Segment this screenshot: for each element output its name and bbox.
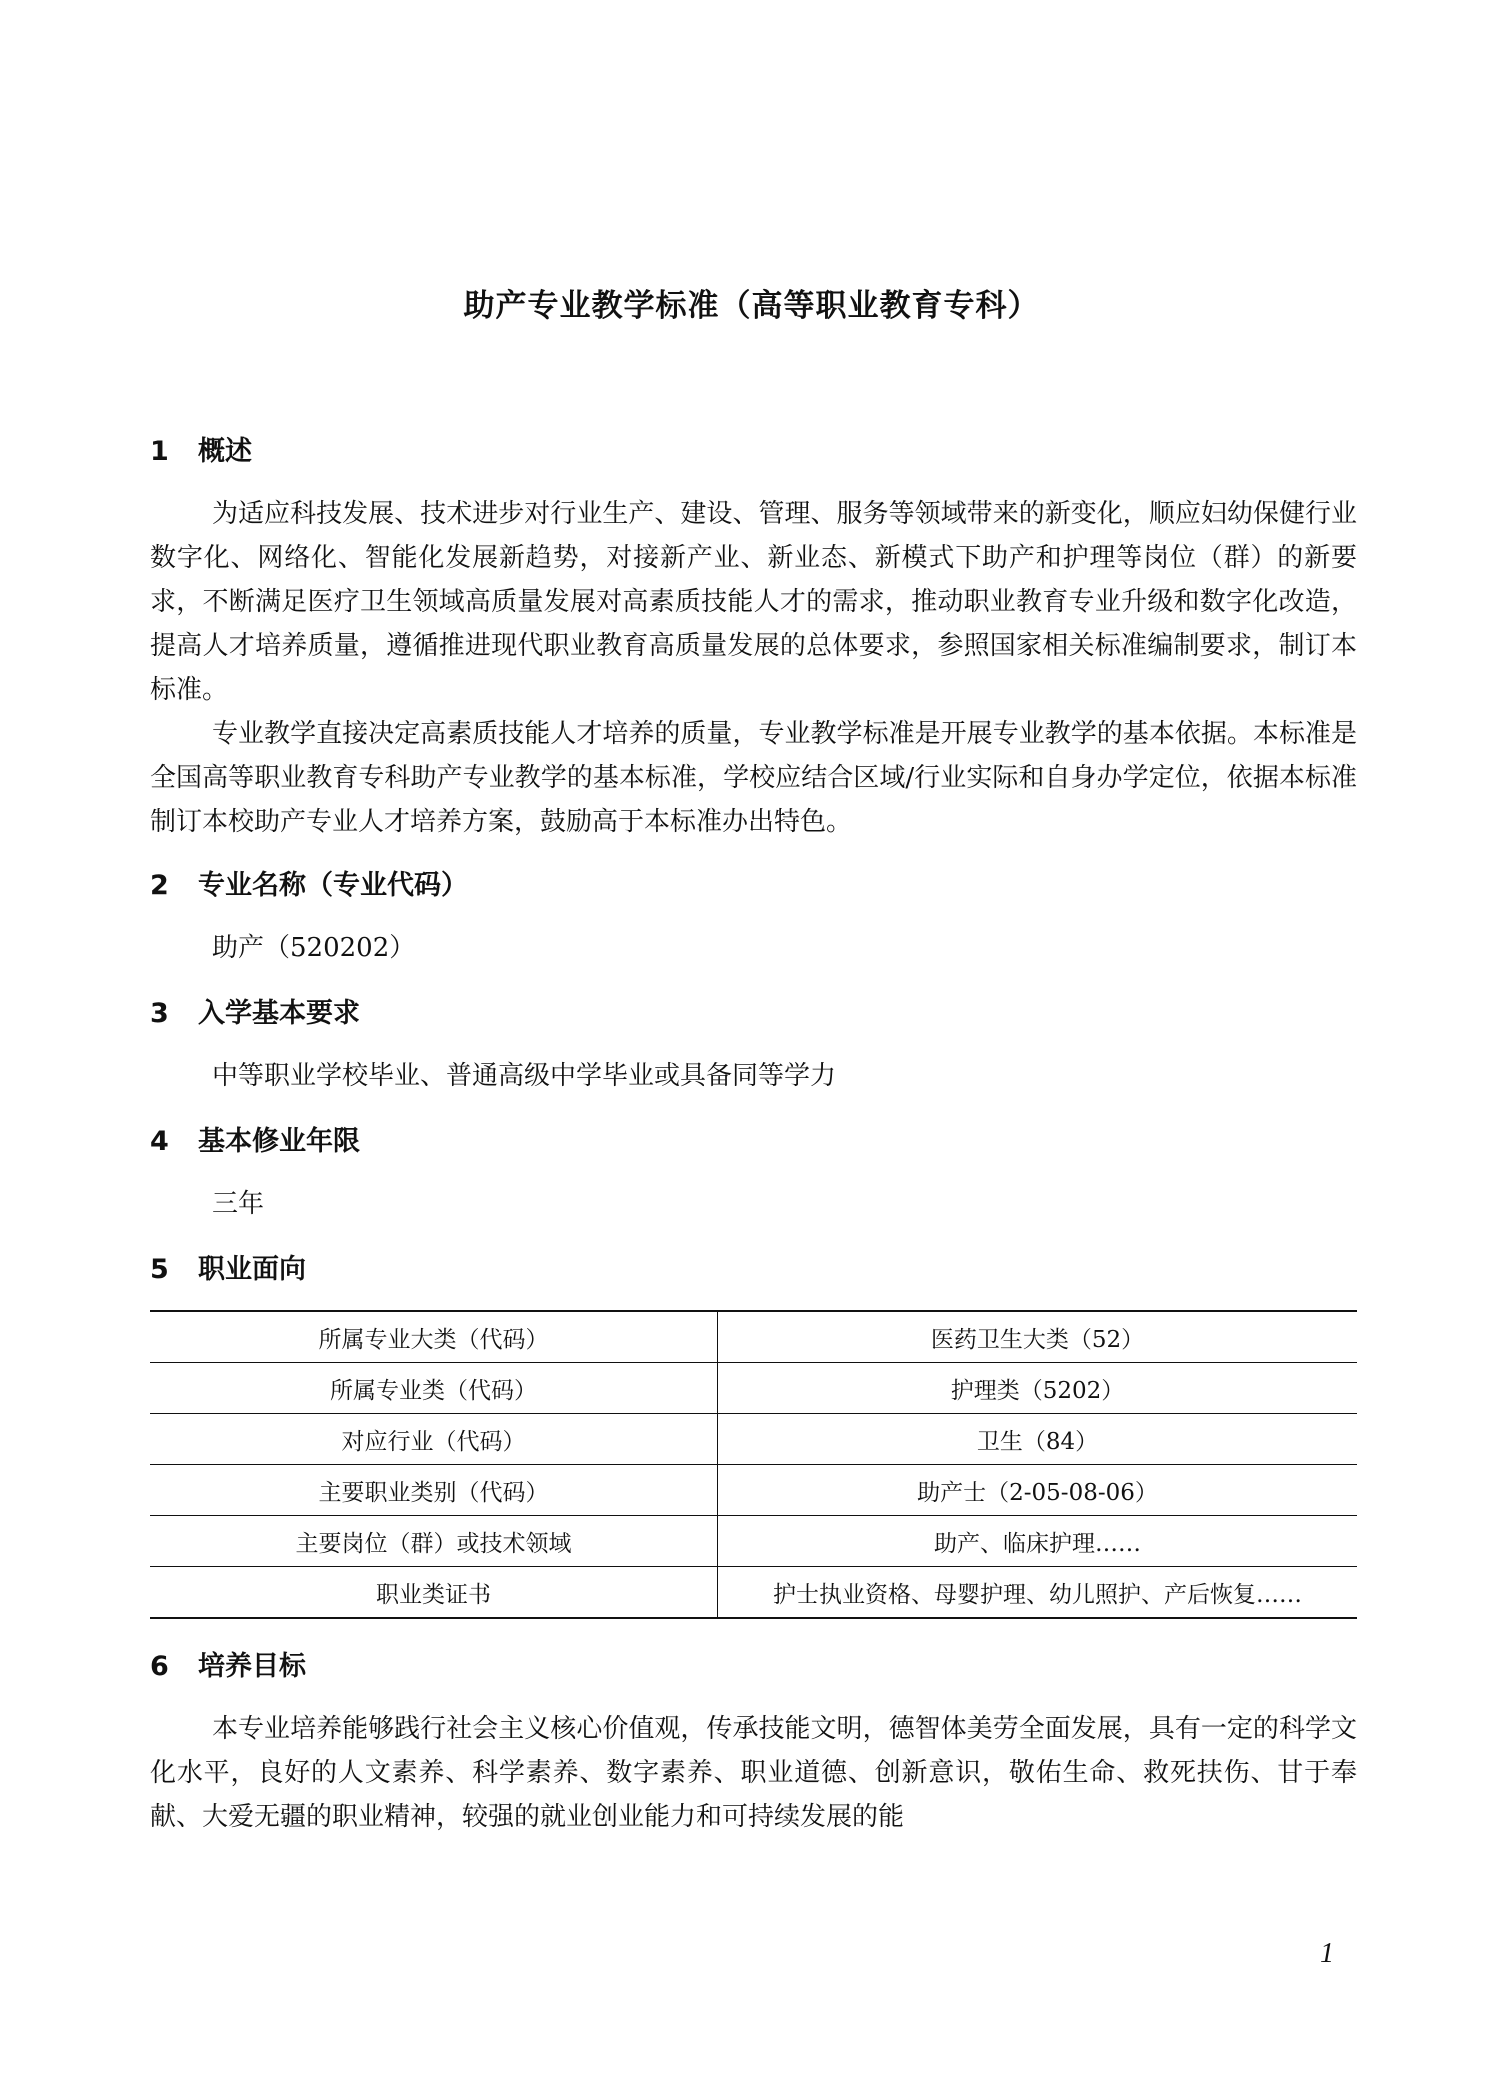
section-number: 1 — [150, 436, 169, 467]
table-cell-label: 主要岗位（群）或技术领域 — [150, 1516, 718, 1567]
section-number: 4 — [150, 1126, 169, 1157]
admission-value: 中等职业学校毕业、普通高级中学毕业或具备同等学力 — [212, 1061, 837, 1091]
table-row — [150, 1414, 1357, 1465]
section-number: 6 — [150, 1651, 169, 1682]
document-body — [150, 430, 1357, 1839]
section-title: 培养目标 — [198, 1651, 306, 1682]
section-heading-duration — [150, 1120, 1357, 1164]
paragraph: 本专业培养能够践行社会主义核心价值观，传承技能文明，德智体美劳全面发展，具有一定的科学文化水平，良好的人文素养、科学素养、数字素养、职业道德、创新意识，敬佑生命、救死扶伤、甘于奉献、大爱无疆的职业精神，较强的就业创业能力和可持续发展的能 — [150, 1714, 1357, 1832]
major-name-value: 助产（520202） — [212, 933, 416, 963]
document-title: 助产专业教学标准（高等职业教育专科） — [463, 288, 1040, 324]
section-heading-major-name — [150, 864, 1357, 908]
section-number: 5 — [150, 1254, 169, 1285]
table-row — [150, 1516, 1357, 1567]
section-number: 3 — [150, 998, 169, 1029]
table-cell-label: 所属专业大类（代码） — [150, 1311, 718, 1363]
table-row — [150, 1465, 1357, 1516]
section-title: 职业面向 — [198, 1254, 306, 1285]
table-cell-value: 助产、临床护理…… — [718, 1516, 1358, 1567]
table-cell-label: 主要职业类别（代码） — [150, 1465, 718, 1516]
section-heading-objective — [150, 1645, 1357, 1689]
table-row — [150, 1311, 1357, 1363]
page-number: 1 — [1320, 1938, 1334, 1969]
table-cell-label: 所属专业类（代码） — [150, 1363, 718, 1414]
table-row — [150, 1567, 1357, 1619]
section-title: 入学基本要求 — [198, 998, 360, 1029]
section-heading-admission — [150, 992, 1357, 1036]
section-title: 基本修业年限 — [198, 1126, 360, 1157]
section-heading-career — [150, 1248, 1357, 1292]
career-table — [150, 1310, 1357, 1619]
paragraph: 为适应科技发展、技术进步对行业生产、建设、管理、服务等领域带来的新变化，顺应妇幼保健行业数字化、网络化、智能化发展新趋势，对接新产业、新业态、新模式下助产和护理等岗位（群）的新要求，不断满足医疗卫生领域高质量发展对高素质技能人才的需求，推动职业教育专业升级和数字化改造，提高人才培养质量，遵循推进现代职业教育高质量发展的总体要求，参照国家相关标准编制要求，制订本标准。 — [150, 499, 1357, 705]
paragraph: 专业教学直接决定高素质技能人才培养的质量，专业教学标准是开展专业教学的基本依据。本标准是全国高等职业教育专科助产专业教学的基本标准，学校应结合区域/行业实际和自身办学定位，依据本标准制订本校助产专业人才培养方案，鼓励高于本标准办出特色。 — [150, 719, 1357, 837]
table-cell-value: 护理类（5202） — [718, 1363, 1358, 1414]
table-row — [150, 1363, 1357, 1414]
table-cell-value: 助产士（2-05-08-06） — [718, 1465, 1358, 1516]
section-title: 专业名称（专业代码） — [198, 870, 468, 901]
table-cell-label: 对应行业（代码） — [150, 1414, 718, 1465]
table-cell-value: 护士执业资格、母婴护理、幼儿照护、产后恢复…… — [718, 1567, 1358, 1619]
duration-value: 三年 — [212, 1189, 265, 1219]
section-title: 概述 — [198, 436, 252, 467]
table-cell-label: 职业类证书 — [150, 1567, 718, 1619]
table-cell-value: 卫生（84） — [718, 1414, 1358, 1465]
section-heading-overview — [150, 430, 1357, 474]
section-number: 2 — [150, 870, 169, 901]
table-cell-value: 医药卫生大类（52） — [930, 1326, 1145, 1353]
